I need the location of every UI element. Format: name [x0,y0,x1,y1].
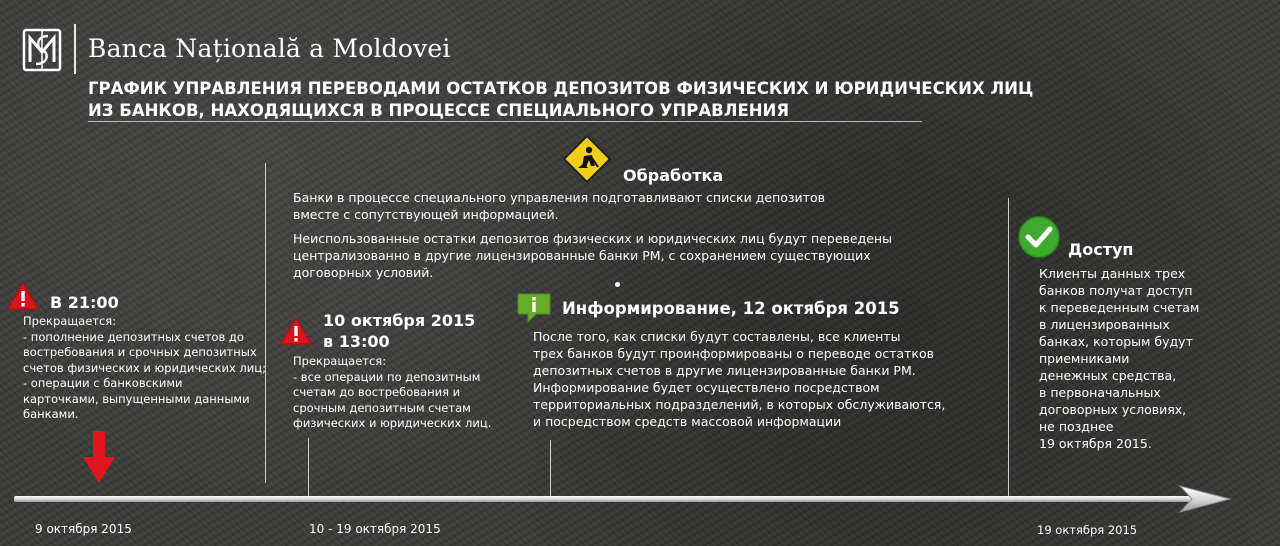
event1-line: востребования и срочных депозитных [23,345,257,359]
processing-line: договорных условий. [293,265,434,280]
access-line: банках, которым будут [1039,334,1193,349]
informing-text [533,328,945,430]
connector-line-access [1008,198,1009,498]
event1-line: карточками, выпущенными данными [23,391,250,406]
informing-line: территориальных подразделений, в которых обслуживаются, [533,397,946,412]
timeline-date-start: 9 октября 2015 [35,522,132,536]
event1-heading: В 21:00 [50,293,119,312]
timeline-axis [0,478,1280,518]
access-line: банков получат доступ [1039,283,1193,298]
title-line-1: ГРАФИК УПРАВЛЕНИЯ ПЕРЕВОДАМИ ОСТАТКОВ ДЕПОЗИТОВ ФИЗИЧЕСКИХ И ЮРИДИЧЕСКИХ ЛИЦ [88,79,1034,98]
warning-icon [279,316,313,346]
informing-line: Информирование будет осуществлено посредством [533,380,880,395]
event2-heading [323,310,475,352]
info-icon [516,292,552,324]
event1-label: Прекращается: [23,314,117,328]
event2-line: счетам до востребования и [293,385,461,399]
logo-divider [74,24,76,74]
event1-line: - пополнение депозитных счетов до [23,329,244,344]
access-line: Клиенты данных трех [1039,266,1186,281]
access-line: 19 октября 2015. [1039,436,1152,451]
event2-text [293,354,491,432]
access-line: денежных средства, [1039,368,1177,383]
processing-heading: Обработка [623,166,724,185]
title-underline [88,121,922,122]
processing-para1 [293,189,825,223]
title-line-2: ИЗ БАНКОВ, НАХОДЯЩИХСЯ В ПРОЦЕССЕ СПЕЦИАЛЬНОГО УПРАВЛЕНИЯ [88,101,790,120]
access-line: в лицензированных [1039,317,1170,332]
processing-line: вместе с сопутствующей информацией. [293,207,559,222]
event2-label: Прекращается: [293,354,387,368]
event1-line: счетов физических и юридических лиц; [23,360,266,375]
timeline-date-middle: 10 - 19 октября 2015 [309,522,441,536]
center-dot [615,282,620,287]
access-heading: Доступ [1068,240,1134,259]
bank-name: Banca Națională a Moldovei [88,34,451,63]
access-line: к переведенным счетам [1039,300,1200,315]
access-line: в первоначальных [1039,385,1161,400]
checkmark-icon [1017,215,1061,259]
event2-line: срочным депозитным счетам [293,400,471,415]
event2-date: 10 октября 2015 [323,311,476,330]
access-line: приемниками [1039,351,1130,366]
event2-line: физических и юридических лиц. [293,416,492,430]
processing-para2 [293,230,892,281]
event2-line: - все операции по депозитным [293,369,481,384]
red-arrow-down-icon [81,431,117,485]
processing-line: Банки в процессе специального управления подготавливают списки депозитов [293,190,825,205]
bnm-logo-icon [22,28,62,72]
timeline-date-end: 19 октября 2015 [1037,523,1138,537]
warning-icon [6,281,40,311]
page-title [88,78,1033,122]
event1-line: банками. [23,407,79,421]
event1-line: - операции с банковскими [23,376,183,390]
event2-time: в 13:00 [323,332,390,351]
processing-line: централизованно в другие лицензированные банки РМ, с сохранением существующих [293,248,871,263]
informing-line: депозитных счетов в другие лицензированные банки РМ. [533,363,916,378]
informing-line: После того, как списки будут составлены, все клиенты [533,329,901,344]
processing-line: Неиспользованные остатки депозитов физических и юридических лиц будут переведены [293,231,892,246]
access-line: не позднее [1039,419,1114,434]
access-text [1039,265,1199,452]
informing-line: трех банков будут проинформированы о переводе остатков [533,346,934,361]
access-line: договорных условиях, [1039,402,1187,417]
informing-line: и посредством средств массовой информации [533,414,842,429]
event1-text [23,314,266,423]
roadwork-sign-icon [562,134,612,184]
informing-heading: Информирование, 12 октября 2015 [562,299,900,318]
